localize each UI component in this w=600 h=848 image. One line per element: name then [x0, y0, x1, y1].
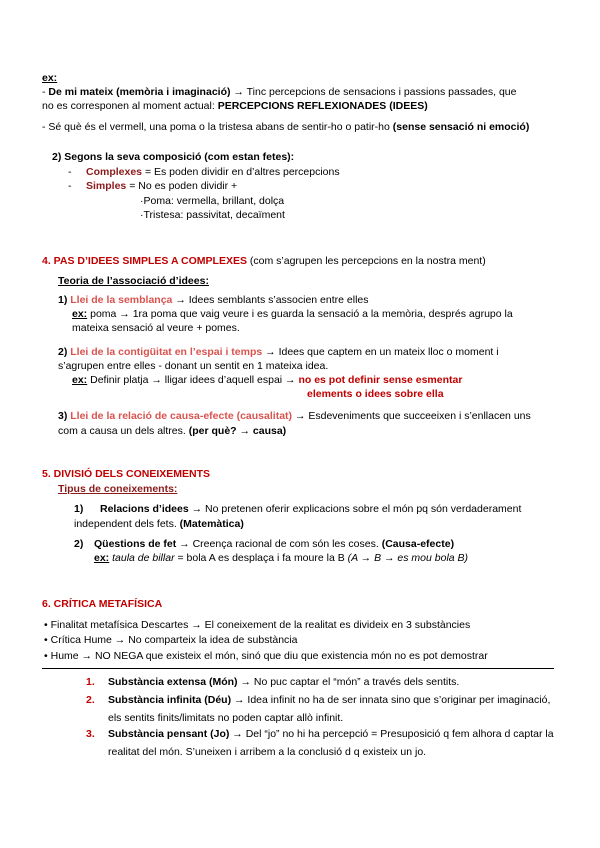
section5-title: 5. DIVISIÓ DELS CONEIXEMENTS [42, 468, 211, 480]
law2-num: 2) [58, 346, 71, 358]
section5-item2-num: 2) [74, 538, 84, 550]
item1-label: Relacions d’idees [100, 503, 189, 515]
law2-ex-bold2: elements o idees sobre ella [307, 388, 444, 400]
section5-item2 [94, 538, 454, 551]
item1-bold: (Matemàtica) [179, 518, 244, 530]
bullet-dot: • [44, 619, 48, 631]
section5-item1 [100, 503, 521, 516]
composition-complexes-bullet: - [68, 166, 72, 178]
law3-label: Llei de la relació de causa-efecte (causalitat) [70, 410, 293, 422]
section5-item1-line2 [74, 518, 244, 531]
substance-3-line2: realitat del món. S’uneixen i arribem a la conclusió d q existeix un jo. [108, 746, 427, 758]
composition-sub-tristesa: ·Tristesa: passivitat, decaïment [140, 209, 285, 221]
section6-bullet-3 [44, 650, 488, 663]
s3-text: → Del “jo” no hi ha percepció = Presuposició q fem alhora d captar la [229, 728, 554, 740]
item2-label: Qüestions de fet [94, 538, 177, 550]
item2-ex-label: ex: [94, 552, 110, 564]
item2-ex-italic2: (A → B → es mou bola B) [347, 552, 469, 564]
item2-text: → Creença racional de com són les coses. [176, 538, 382, 550]
law1-ex-label: ex: [72, 308, 88, 320]
intro-line-3 [42, 121, 529, 134]
law1-label: Llei de la semblança [70, 294, 173, 306]
intro-line1-rest: → Tinc percepcions de sensacions i passions passades, que [230, 86, 517, 98]
substance-3 [108, 728, 554, 741]
horizontal-divider [42, 668, 554, 669]
item2-ex-italic: taula de billar [109, 552, 175, 564]
law3-text: → Esdeveniments que succeeixen i s’enllacen uns [292, 410, 531, 422]
simples-text: = No es poden dividir + [126, 180, 238, 192]
intro-bold-memoria: De mi mateix (memòria i imaginació) [48, 86, 231, 98]
item1-text: → No pretenen oferir explicacions sobre el món pq són verdaderament [188, 503, 522, 515]
composition-simples [86, 180, 237, 193]
law3-line2-text: com a causa un dels altres. [58, 425, 189, 437]
composition-simples-bullet: - [68, 180, 72, 192]
simples-label: Simples [86, 180, 127, 192]
item2-ex-text: = bola A es desplaça i fa moure la B [174, 552, 348, 564]
intro-line2-text: no es corresponen al moment actual: [42, 100, 218, 112]
intro-bold-sensacio: (sense sensació ni emoció) [392, 121, 530, 133]
s2-label: Substància infinita (Déu) [108, 694, 232, 706]
section4-title-rest: (com s’agrupen les percepcions en la nostra ment) [247, 255, 486, 267]
law1-text: → Idees semblants s’associen entre elles [172, 294, 369, 306]
substance-2-num: 2. [86, 694, 95, 706]
item1-line2-text: independent dels fets. [74, 518, 180, 530]
item2-bold: (Causa-efecte) [381, 538, 455, 550]
law2-ex-bold1: no es pot definir sense esmentar [298, 374, 463, 386]
law2-ex-label: ex: [72, 374, 88, 386]
section6-title: 6. CRÍTICA METAFÍSICA [42, 598, 163, 610]
law2-text: → Idees que captem en un mateix lloc o moment i [262, 346, 499, 358]
substance-2-line2: els sentits finits/limitats no poden captar allò infinit. [108, 712, 344, 724]
section4-title [42, 255, 486, 268]
bullet-dot: • [44, 650, 48, 662]
bullet-text-1: Finalitat metafísica Descartes → El coneixement de la realitat es divideix en 3 substàncies [50, 619, 471, 631]
bullet-text-3: Hume → NO NEGA que existeix el món, sinó que diu que existencia món no es pot demostrar [50, 650, 488, 662]
bullet-text-2: Crítica Hume → No comparteix la idea de substància [50, 634, 298, 646]
s1-text: → No puc captar el “món” a través dels sentits. [237, 676, 460, 688]
substance-3-num: 3. [86, 728, 95, 740]
section6-bullet-1 [44, 619, 470, 632]
law2-ex-text: Definir platja → lligar idees d’aquell espai → [87, 374, 299, 386]
law1-num: 1) [58, 294, 71, 306]
substance-1-num: 1. [86, 676, 95, 688]
complexes-text: = Es poden dividir en d’altres percepcions [142, 166, 340, 178]
law2-example [72, 374, 462, 387]
composition-sub-poma: ·Poma: vermella, brillant, dolça [140, 195, 285, 207]
substance-1 [108, 676, 459, 689]
law1-example-line2: mateixa sensació al veure + pomes. [72, 322, 240, 334]
intro-line-2 [42, 100, 428, 113]
s2-text: → Idea infinit no ha de ser innata sino que s’originar per imaginació, [231, 694, 551, 706]
section5-item1-num: 1) [74, 503, 84, 515]
law3-line2 [58, 425, 286, 438]
section4-title-bold: 4. PAS D’IDEES SIMPLES A COMPLEXES [42, 255, 247, 267]
s1-label: Substància extensa (Món) [108, 676, 238, 688]
section5-types: Tipus de coneixements: [58, 483, 178, 495]
law1-example [72, 308, 513, 321]
law2-line [58, 346, 499, 359]
intro-bold-percepcions: PERCEPCIONS REFLEXIONADES (IDEES) [217, 100, 428, 112]
intro-line3-text: - Sé què és el vermell, una poma o la tristesa abans de sentir-ho o patir-ho [42, 121, 393, 133]
complexes-label: Complexes [86, 166, 143, 178]
substance-2 [108, 694, 550, 707]
law3-num: 3) [58, 410, 71, 422]
intro-dash: - [42, 86, 49, 98]
law1-line [58, 294, 369, 307]
section5-item2-example [94, 552, 468, 565]
section4-theory: Teoria de l’associació d’idees: [58, 275, 209, 287]
s3-label: Substància pensant (Jo) [108, 728, 230, 740]
law1-ex-text: poma → 1ra poma que vaig veure i es guarda la sensació a la memòria, després agrupo la [87, 308, 513, 320]
law3-bold: (per què? → causa) [188, 425, 287, 437]
intro-line-1 [42, 86, 516, 99]
bullet-dot: • [44, 634, 48, 646]
composition-heading: 2) Segons la seva composició (com estan fetes): [52, 151, 295, 163]
intro-ex-label: ex: [42, 72, 58, 84]
composition-complexes [86, 166, 340, 179]
law2-label: Llei de la contigüitat en l’espai i temps [70, 346, 263, 358]
law2-line2: s’agrupen entre elles - donant un sentit en 1 mateixa idea. [58, 360, 329, 372]
law3-line [58, 410, 531, 423]
section6-bullet-2 [44, 634, 297, 647]
